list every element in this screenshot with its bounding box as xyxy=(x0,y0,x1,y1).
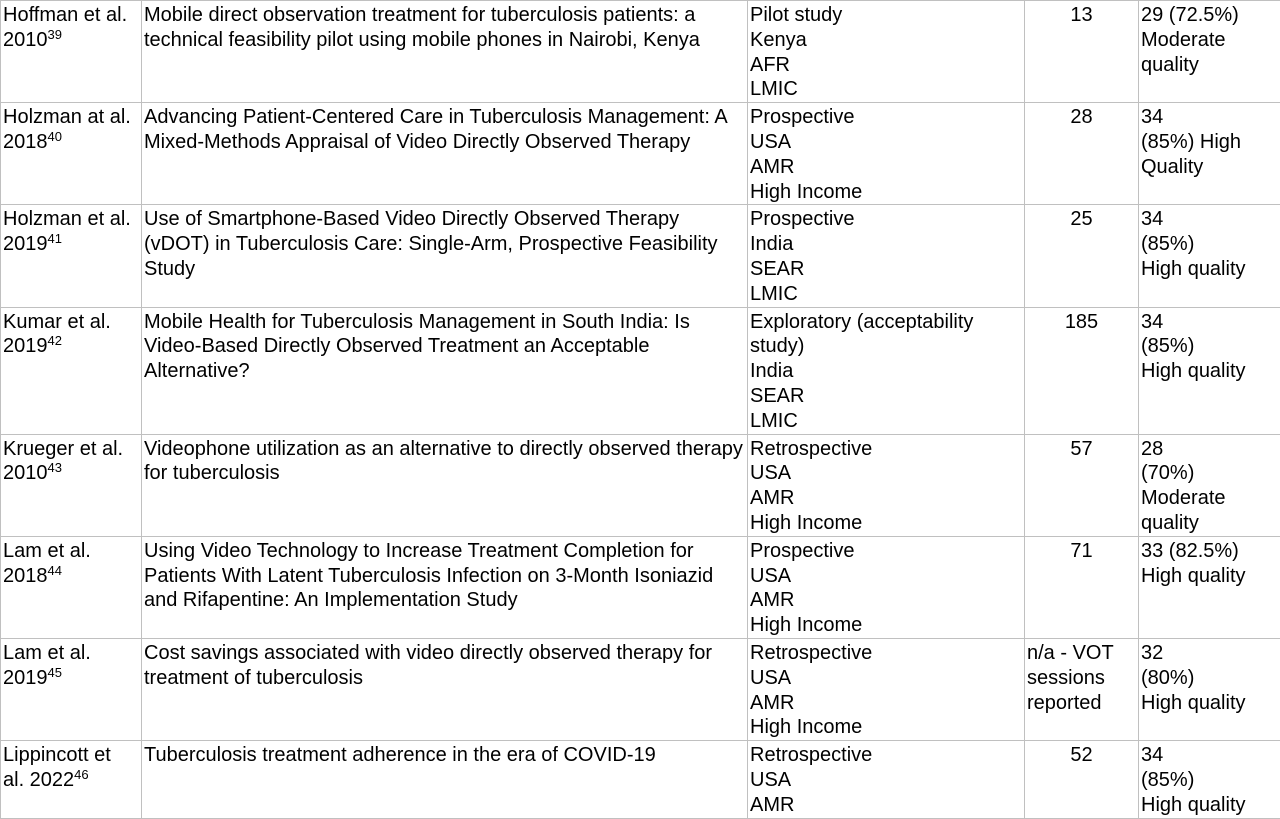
author-year: 2010 xyxy=(3,462,48,484)
design-line: USA xyxy=(750,130,1022,155)
design-line: High Income xyxy=(750,715,1022,740)
sample-size-cell xyxy=(1025,638,1139,740)
sample-size-line: n/a - VOT xyxy=(1027,641,1136,666)
quality-line: High quality xyxy=(1141,691,1278,716)
quality-line: 32 xyxy=(1141,641,1278,666)
quality-cell xyxy=(1139,103,1280,205)
quality-cell xyxy=(1139,1,1280,103)
quality-line: High quality xyxy=(1141,793,1278,818)
quality-line: Quality xyxy=(1141,155,1278,180)
title-cell xyxy=(142,307,748,434)
author-year: al. 2022 xyxy=(3,769,74,791)
quality-line: (70%) xyxy=(1141,461,1278,486)
title-cell xyxy=(142,434,748,536)
reference-number: 45 xyxy=(48,665,62,680)
quality-line: (85%) xyxy=(1141,768,1278,793)
table-row xyxy=(1,1,1280,103)
sample-size-cell xyxy=(1025,103,1139,205)
sample-size-line: 57 xyxy=(1027,437,1136,462)
reference-number: 42 xyxy=(48,333,62,348)
design-line: study) xyxy=(750,334,1022,359)
quality-line: 33 (82.5%) xyxy=(1141,539,1278,564)
design-line: LMIC xyxy=(750,409,1022,434)
design-line: India xyxy=(750,359,1022,384)
author-year-line xyxy=(3,666,139,691)
sample-size-line: reported xyxy=(1027,691,1136,716)
quality-line: (85%) xyxy=(1141,232,1278,257)
design-line: USA xyxy=(750,768,1022,793)
study-title: Mobile direct observation treatment for tuberculosis patients: a technical feasibility pilot using mobile phones in Nairobi, Kenya xyxy=(144,3,745,53)
title-cell xyxy=(142,741,748,819)
design-line: Prospective xyxy=(750,105,1022,130)
design-cell xyxy=(748,536,1025,638)
reference-number: 41 xyxy=(48,231,62,246)
author-year: 2019 xyxy=(3,667,48,689)
author-name: Lam et al. xyxy=(3,539,139,564)
design-line: AMR xyxy=(750,155,1022,180)
design-line: Retrospective xyxy=(750,743,1022,768)
sample-size-line: 13 xyxy=(1027,3,1136,28)
author-cell xyxy=(1,307,142,434)
author-year: 2019 xyxy=(3,233,48,255)
sample-size-line: 71 xyxy=(1027,539,1136,564)
design-cell xyxy=(748,307,1025,434)
sample-size-line: 185 xyxy=(1027,310,1136,335)
design-line: India xyxy=(750,232,1022,257)
table-row xyxy=(1,103,1280,205)
design-line: Prospective xyxy=(750,207,1022,232)
author-cell xyxy=(1,434,142,536)
design-cell xyxy=(748,741,1025,819)
design-line: Exploratory (acceptability xyxy=(750,310,1022,335)
author-year-line xyxy=(3,768,139,793)
design-line: AMR xyxy=(750,691,1022,716)
table-row xyxy=(1,536,1280,638)
design-line: USA xyxy=(750,666,1022,691)
quality-line: (80%) xyxy=(1141,666,1278,691)
design-line: SEAR xyxy=(750,384,1022,409)
design-line: AMR xyxy=(750,588,1022,613)
quality-line: 34 xyxy=(1141,310,1278,335)
author-year: 2018 xyxy=(3,565,48,587)
quality-line: quality xyxy=(1141,511,1278,536)
author-name: Lippincott et xyxy=(3,743,139,768)
author-year-line xyxy=(3,334,139,359)
sample-size-line: 28 xyxy=(1027,105,1136,130)
quality-line: (85%) xyxy=(1141,334,1278,359)
author-year: 2010 xyxy=(3,29,48,51)
title-cell xyxy=(142,205,748,307)
author-cell xyxy=(1,103,142,205)
reference-number: 44 xyxy=(48,563,62,578)
design-line: AMR xyxy=(750,793,1022,818)
quality-line: Moderate xyxy=(1141,28,1278,53)
study-title: Advancing Patient-Centered Care in Tuberculosis Management: A Mixed-Methods Appraisal of Video Directly Observed Therapy xyxy=(144,105,745,155)
author-year: 2019 xyxy=(3,335,48,357)
design-line: USA xyxy=(750,461,1022,486)
design-cell xyxy=(748,103,1025,205)
sample-size-line: 52 xyxy=(1027,743,1136,768)
reference-number: 46 xyxy=(74,767,88,782)
quality-line: 34 xyxy=(1141,743,1278,768)
sample-size-cell xyxy=(1025,307,1139,434)
design-cell xyxy=(748,1,1025,103)
author-name: Kumar et al. xyxy=(3,310,139,335)
sample-size-cell xyxy=(1025,536,1139,638)
quality-cell xyxy=(1139,434,1280,536)
title-cell xyxy=(142,638,748,740)
quality-line: Moderate xyxy=(1141,486,1278,511)
quality-cell xyxy=(1139,638,1280,740)
design-cell xyxy=(748,205,1025,307)
author-cell xyxy=(1,638,142,740)
quality-line: High quality xyxy=(1141,257,1278,282)
quality-line: 29 (72.5%) xyxy=(1141,3,1278,28)
reference-number: 39 xyxy=(48,27,62,42)
sample-size-cell xyxy=(1025,1,1139,103)
design-line: Retrospective xyxy=(750,437,1022,462)
design-line: SEAR xyxy=(750,257,1022,282)
sample-size-cell xyxy=(1025,741,1139,819)
reference-number: 40 xyxy=(48,129,62,144)
author-year-line xyxy=(3,232,139,257)
table-row xyxy=(1,638,1280,740)
design-line: High Income xyxy=(750,511,1022,536)
author-cell xyxy=(1,1,142,103)
table-row xyxy=(1,307,1280,434)
design-line: AMR xyxy=(750,486,1022,511)
author-name: Lam et al. xyxy=(3,641,139,666)
design-cell xyxy=(748,638,1025,740)
design-line: LMIC xyxy=(750,77,1022,102)
author-cell xyxy=(1,741,142,819)
author-year: 2018 xyxy=(3,131,48,153)
study-title: Use of Smartphone-Based Video Directly Observed Therapy (vDOT) in Tuberculosis Care: Single-Arm, Prospective Feasibility Study xyxy=(144,207,745,281)
author-cell xyxy=(1,205,142,307)
design-line: Pilot study xyxy=(750,3,1022,28)
sample-size-cell xyxy=(1025,434,1139,536)
quality-line: (85%) High xyxy=(1141,130,1278,155)
author-year-line xyxy=(3,130,139,155)
title-cell xyxy=(142,1,748,103)
author-name: Hoffman et al. xyxy=(3,3,139,28)
author-name: Holzman at al. xyxy=(3,105,139,130)
quality-line: 28 xyxy=(1141,437,1278,462)
author-year-line xyxy=(3,564,139,589)
author-cell xyxy=(1,536,142,638)
table-row xyxy=(1,205,1280,307)
title-cell xyxy=(142,536,748,638)
design-line: High Income xyxy=(750,613,1022,638)
quality-cell xyxy=(1139,307,1280,434)
quality-line: High quality xyxy=(1141,359,1278,384)
table-body xyxy=(1,1,1280,819)
study-title: Mobile Health for Tuberculosis Management in South India: Is Video-Based Directly Observed Treatment an Acceptable Alternative? xyxy=(144,310,745,384)
study-title: Using Video Technology to Increase Treatment Completion for Patients With Latent Tuberculosis Infection on 3-Month Isoniazid and Rifapentine: An Implementation Study xyxy=(144,539,745,613)
design-line: LMIC xyxy=(750,282,1022,307)
design-line: Prospective xyxy=(750,539,1022,564)
author-name: Holzman et al. xyxy=(3,207,139,232)
design-line: USA xyxy=(750,564,1022,589)
author-year-line xyxy=(3,28,139,53)
design-line: AFR xyxy=(750,53,1022,78)
design-line: Kenya xyxy=(750,28,1022,53)
study-title: Tuberculosis treatment adherence in the era of COVID-19 xyxy=(144,743,745,768)
author-name: Krueger et al. xyxy=(3,437,139,462)
quality-line: 34 xyxy=(1141,105,1278,130)
title-cell xyxy=(142,103,748,205)
study-title: Cost savings associated with video directly observed therapy for treatment of tuberculosis xyxy=(144,641,745,691)
table-row xyxy=(1,741,1280,819)
sample-size-cell xyxy=(1025,205,1139,307)
quality-line: quality xyxy=(1141,53,1278,78)
study-title: Videophone utilization as an alternative to directly observed therapy for tuberculosis xyxy=(144,437,745,487)
reference-number: 43 xyxy=(48,460,62,475)
design-line: High Income xyxy=(750,180,1022,205)
quality-line: High quality xyxy=(1141,564,1278,589)
sample-size-line: 25 xyxy=(1027,207,1136,232)
quality-cell xyxy=(1139,205,1280,307)
quality-cell xyxy=(1139,741,1280,819)
table-row xyxy=(1,434,1280,536)
sample-size-line: sessions xyxy=(1027,666,1136,691)
quality-line: 34 xyxy=(1141,207,1278,232)
design-cell xyxy=(748,434,1025,536)
author-year-line xyxy=(3,461,139,486)
quality-cell xyxy=(1139,536,1280,638)
design-line: Retrospective xyxy=(750,641,1022,666)
